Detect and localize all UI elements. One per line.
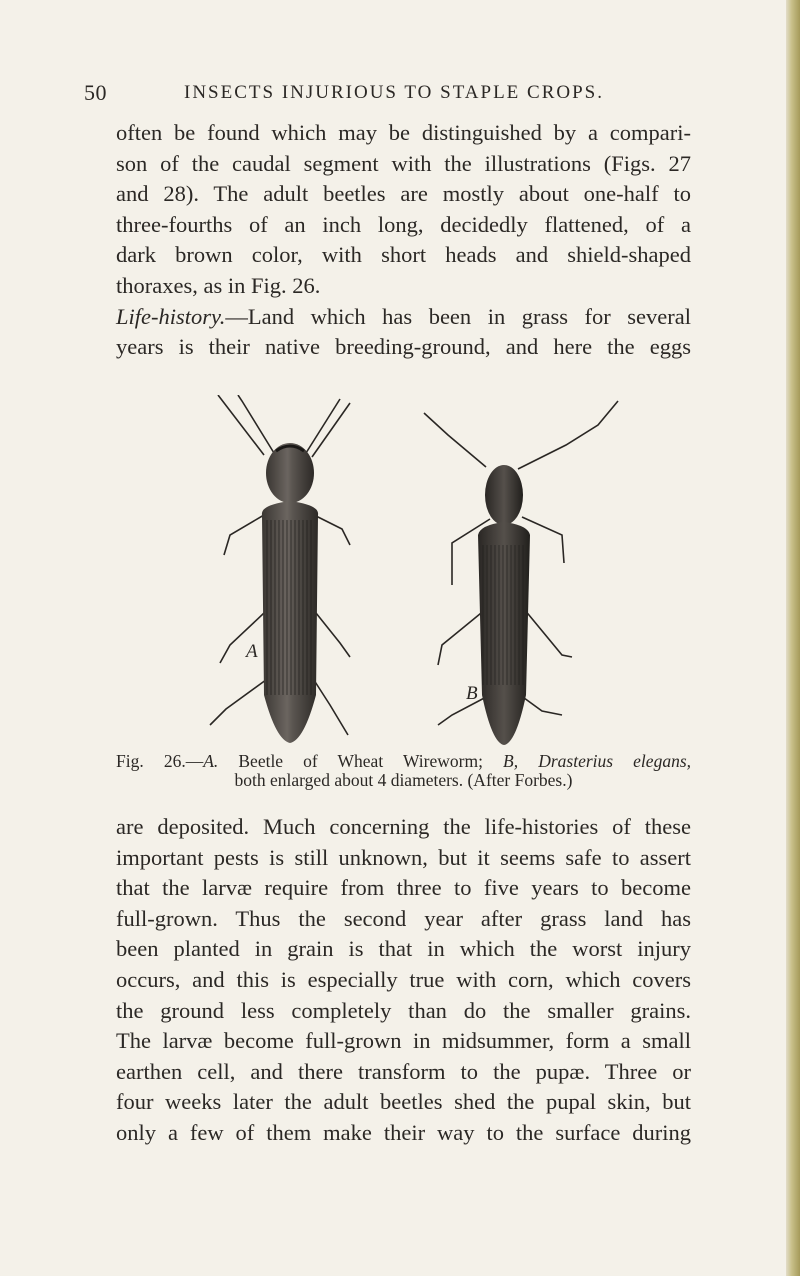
page-edge <box>786 0 800 1276</box>
caption-a: A. <box>203 751 219 771</box>
label-b: B <box>466 683 478 704</box>
text-line: and 28). The adult beetles are mostly about one-half to <box>116 181 691 207</box>
life-history-text: —Land which has been in grass for several <box>225 303 691 329</box>
text-line: full-grown. Thus the second year after grass land has <box>116 905 691 931</box>
life-history-line <box>116 302 691 333</box>
text-line: important pests is still unknown, but it seems safe to assert <box>116 844 691 870</box>
page-number: 50 <box>84 80 107 105</box>
text-line: only a few of them make their way to the surface during <box>116 1119 691 1145</box>
text-line: thoraxes, as in Fig. 26. <box>116 272 321 298</box>
caption-text-a: Beetle of Wheat Wireworm; <box>218 751 504 771</box>
paragraph-1 <box>116 118 691 363</box>
page-header <box>84 80 704 110</box>
caption-line-1 <box>116 752 691 771</box>
text-line: often be found which may be distinguished by a compari- <box>116 120 691 145</box>
text-line: the ground less completely than do the smaller grains. <box>116 997 691 1023</box>
caption-line-2: both enlarged about 4 diameters. (After Forbes.) <box>234 770 573 790</box>
figure-caption <box>116 752 691 790</box>
text-line: years is their native breeding-ground, and here the eggs <box>116 334 691 360</box>
label-a: A <box>246 641 258 662</box>
paragraph-2 <box>116 812 691 1149</box>
beetle-illustration <box>190 395 650 745</box>
text-line: four weeks later the adult beetles shed the pupal skin, but <box>116 1089 691 1115</box>
text-line: three-fourths of an inch long, decidedly flattened, of a <box>116 211 691 237</box>
life-history-heading: Life-history. <box>116 303 226 329</box>
text-line: are deposited. Much concerning the life-histories of these <box>116 814 691 839</box>
running-title: INSECTS INJURIOUS TO STAPLE CROPS. <box>184 82 604 103</box>
text-line: The larvæ become full-grown in midsummer, form a small <box>116 1028 691 1054</box>
text-line: son of the caudal segment with the illustrations (Figs. 27 <box>116 150 691 176</box>
text-line: that the larvæ require from three to five years to become <box>116 875 691 901</box>
beetle-a-thorax <box>266 443 314 503</box>
text-line: occurs, and this is especially true with corn, which covers <box>116 966 691 992</box>
caption-species: Drasterius elegans, <box>518 751 691 771</box>
caption-dash: — <box>185 751 204 771</box>
text-line: dark brown color, with short heads and shield-shaped <box>116 242 691 268</box>
caption-b: B, <box>503 751 519 771</box>
text-line: earthen cell, and there transform to the pupæ. Three or <box>116 1058 691 1084</box>
caption-fig: Fig. 26. <box>116 751 186 771</box>
beetle-b-thorax <box>485 465 523 525</box>
text-line: been planted in grain is that in which the worst injury <box>116 936 691 962</box>
